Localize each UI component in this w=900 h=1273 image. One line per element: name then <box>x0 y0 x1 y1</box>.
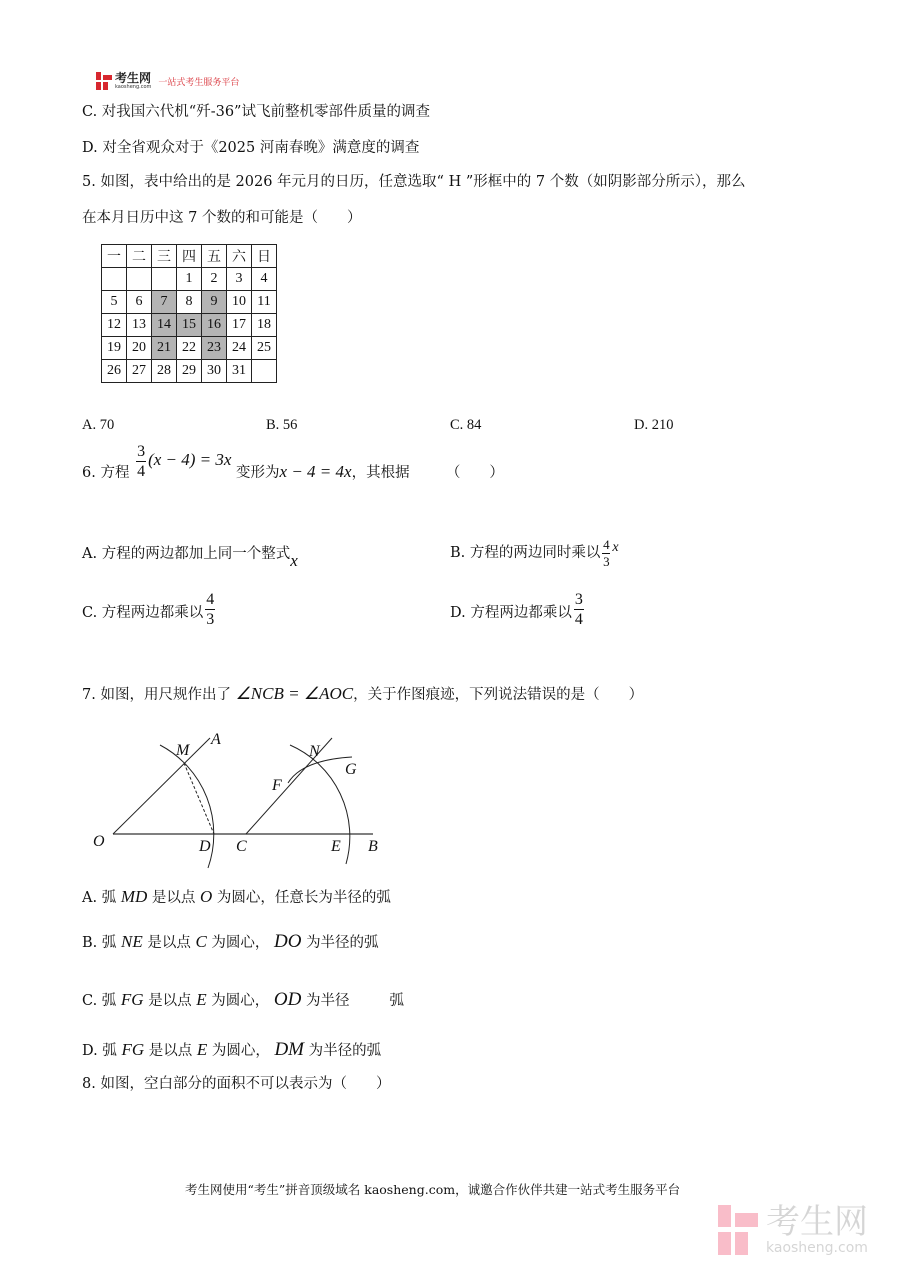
q5-option-b: B. 56 <box>266 417 298 433</box>
opt-var: x <box>612 540 619 555</box>
label-e: E <box>331 838 341 855</box>
calendar-cell: 10 <box>227 291 252 314</box>
label-n: N <box>309 743 320 760</box>
t: C. 弧 <box>82 993 117 1009</box>
v: FG <box>120 990 144 1009</box>
v: FG <box>121 1040 145 1059</box>
arc-ne <box>290 745 350 864</box>
q5-stem-line1: 5. 如图，表中给出的是 2026 年元月的日历，任意选取“ H ”形框中的 7 个数（如阴影部分所示），那么 <box>82 174 746 190</box>
calendar-cell: 26 <box>102 360 127 383</box>
calendar-cell: 9 <box>202 291 227 314</box>
t: 是以点 <box>147 935 191 951</box>
label-b: B <box>368 838 378 855</box>
frac-den: 3 <box>206 610 215 628</box>
label-o: O <box>93 833 105 850</box>
calendar-cell: 24 <box>227 337 252 360</box>
calendar-cell: 31 <box>227 360 252 383</box>
label-m: M <box>176 742 190 759</box>
calendar-cell: 3 <box>227 268 252 291</box>
t: 为半径的弧 <box>306 935 379 951</box>
calendar-header-cell: 四 <box>177 245 202 268</box>
calendar-header-cell: 一 <box>102 245 127 268</box>
calendar-cell: 22 <box>177 337 202 360</box>
v: DO <box>274 931 302 952</box>
stem-a: 7. 如图，用尺规作出了 <box>82 687 231 703</box>
t: 为圆心，任意长为半径的弧 <box>216 890 391 906</box>
opt-text: A. 方程的两边都加上同一个整式 <box>82 546 291 562</box>
label-f: F <box>272 777 282 794</box>
calendar-cell: 7 <box>152 291 177 314</box>
t: 是以点 <box>148 993 192 1009</box>
calendar-cell: 4 <box>252 268 277 291</box>
calendar-cell: 1 <box>177 268 202 291</box>
calendar-cell: 16 <box>202 314 227 337</box>
calendar-header-cell: 日 <box>252 245 277 268</box>
calendar-cell: 11 <box>252 291 277 314</box>
calendar-header-cell: 二 <box>127 245 152 268</box>
q6-tail: ，其根据 （ ） <box>351 465 504 481</box>
t: 是以点 <box>148 1043 193 1059</box>
calendar-cell: 13 <box>127 314 152 337</box>
stem-b: ，关于作图痕迹，下列说法错误的是（ ） <box>353 687 644 703</box>
frac-den: 4 <box>137 462 146 480</box>
v: NE <box>120 932 143 951</box>
dashed-md <box>184 763 214 834</box>
q6-num: 6. 方程 <box>82 465 130 481</box>
watermark-name: 考生网 <box>766 1202 868 1242</box>
calendar-cell: 29 <box>177 360 202 383</box>
q6-mid: 变形为 <box>236 465 280 481</box>
ray-oa <box>113 738 210 834</box>
t: 弧 <box>389 993 404 1009</box>
opt-text: B. 方程的两边同时乘以 <box>450 545 601 561</box>
calendar-header-cell: 六 <box>227 245 252 268</box>
label-a: A <box>211 731 221 748</box>
calendar-cell: 23 <box>202 337 227 360</box>
t: A. 弧 <box>82 890 117 906</box>
t: 为半径的弧 <box>308 1043 382 1059</box>
calendar-cell: 25 <box>252 337 277 360</box>
v: E <box>196 1040 208 1059</box>
q4-option-c: C. 对我国六代机“歼-36”试飞前整机零部件质量的调查 <box>82 104 430 120</box>
calendar-cell: 19 <box>102 337 127 360</box>
q4-option-d: D. 对全省观众对于《2025 河南春晚》满意度的调查 <box>82 140 420 156</box>
v: OD <box>273 989 302 1010</box>
watermark-mark-icon <box>718 1205 758 1255</box>
arc-fg <box>288 757 352 783</box>
calendar-header-cell: 五 <box>202 245 227 268</box>
q5-option-d: D. 210 <box>634 417 674 433</box>
frac-num: 4 <box>206 590 215 608</box>
v: C <box>195 932 207 951</box>
calendar-cell: 30 <box>202 360 227 383</box>
logo-domain: kaosheng.com <box>115 83 152 90</box>
v: O <box>199 887 213 906</box>
q5-stem-line2: 在本月日历中这 7 个数的和可能是（ ） <box>82 210 362 226</box>
t: 为圆心， <box>211 993 270 1009</box>
t: B. 弧 <box>82 935 117 951</box>
watermark-logo <box>718 1204 868 1256</box>
q5-option-c: C. 84 <box>450 417 482 433</box>
q7-option-c <box>82 990 404 1011</box>
calendar-cell: 5 <box>102 291 127 314</box>
q7-option-d <box>82 1040 381 1061</box>
calendar-cell: 6 <box>127 291 152 314</box>
v: MD <box>120 887 148 906</box>
calendar-cell: 12 <box>102 314 127 337</box>
stem-math: ∠NCB = ∠AOC <box>235 684 354 703</box>
calendar-cell: 14 <box>152 314 177 337</box>
v: E <box>196 990 207 1009</box>
label-d: D <box>199 838 211 855</box>
frac-num: 4 <box>603 536 610 552</box>
label-c: C <box>236 838 247 855</box>
watermark-domain: kaosheng.com <box>766 1240 868 1256</box>
q5-option-a: A. 70 <box>82 417 115 433</box>
calendar-cell: 15 <box>177 314 202 337</box>
t: 为圆心， <box>211 935 270 951</box>
t: D. 弧 <box>82 1043 117 1059</box>
q6-lhs: (x − 4) = 3x <box>148 450 232 469</box>
calendar-header-cell: 三 <box>152 245 177 268</box>
v: DM <box>274 1039 304 1060</box>
opt-text: C. 方程两边都乘以 <box>82 605 204 621</box>
q8-stem: 8. 如图，空白部分的面积不可以表示为（ ） <box>82 1076 391 1092</box>
frac-num: 3 <box>574 590 583 608</box>
opt-text: D. 方程两边都乘以 <box>450 605 572 621</box>
calendar-cell: 28 <box>152 360 177 383</box>
calendar-cell: 27 <box>127 360 152 383</box>
t: 为圆心， <box>211 1043 270 1059</box>
label-g: G <box>345 761 357 778</box>
calendar-cell: 2 <box>202 268 227 291</box>
q7-option-b <box>82 932 379 953</box>
calendar-cell: 8 <box>177 291 202 314</box>
q7-option-a <box>82 887 391 908</box>
calendar-cell: 21 <box>152 337 177 360</box>
calendar-cell: 17 <box>227 314 252 337</box>
t: 为半径 <box>305 993 350 1009</box>
opt-var: x <box>290 551 298 570</box>
calendar-cell: 20 <box>127 337 152 360</box>
frac-den: 4 <box>574 610 583 628</box>
t: 是以点 <box>151 890 196 906</box>
q6-eq2: x − 4 = 4x <box>279 462 352 481</box>
calendar-cell: 18 <box>252 314 277 337</box>
footer-text: 考生网使用“考生”拼音顶级域名 kaosheng.com，诚邀合作伙伴共建一站式考生服务平台 <box>185 1182 681 1197</box>
slogan: 一站式考生服务平台 <box>158 77 240 88</box>
frac-num: 3 <box>137 442 146 460</box>
logo-name: 考生网 <box>115 70 152 85</box>
frac-den: 3 <box>603 553 610 569</box>
